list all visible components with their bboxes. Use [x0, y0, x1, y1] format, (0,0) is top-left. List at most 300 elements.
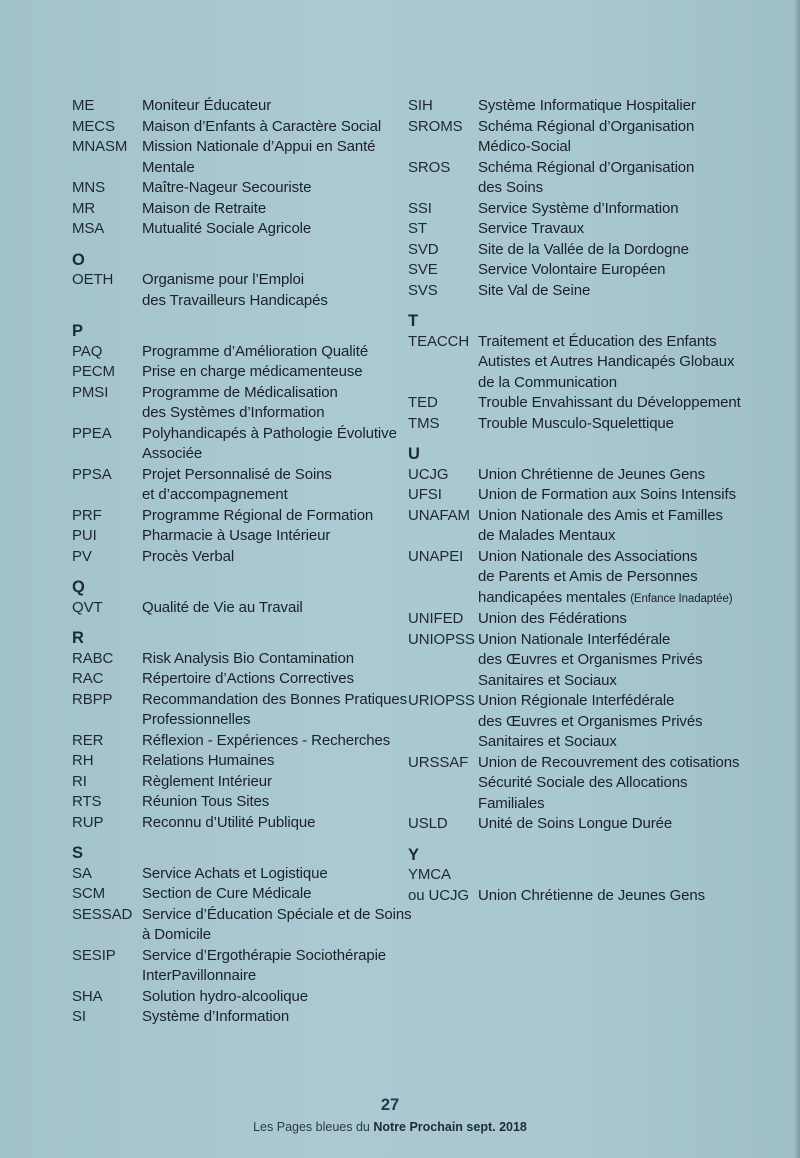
acronym: SVS — [408, 281, 438, 299]
definition-text: Programme Régional de Formation — [142, 506, 374, 524]
right-column — [408, 96, 793, 906]
definition — [478, 886, 793, 907]
glossary-entry — [72, 813, 402, 834]
acronym: OETH — [72, 271, 114, 288]
definition — [478, 240, 793, 261]
definition — [142, 987, 402, 1008]
glossary-entry — [408, 240, 793, 261]
definition-line — [142, 598, 402, 619]
glossary-entry — [408, 219, 793, 240]
glossary-entry — [72, 342, 402, 363]
glossary-entry — [408, 609, 793, 630]
glossary-entry — [72, 884, 402, 905]
acronym: ME — [72, 97, 95, 114]
definition — [478, 96, 793, 117]
definition-line — [478, 414, 793, 435]
section-letter: S — [72, 844, 84, 862]
acronym: USLD — [408, 815, 448, 832]
acronym: TED — [408, 394, 438, 411]
definition-text: Trouble Envahissant du Développement — [478, 394, 741, 411]
definition-text: Unité de Soins Longue Durée — [478, 815, 673, 832]
definition-line — [142, 424, 402, 445]
definition — [142, 96, 402, 117]
definition-text: Polyhandicapés à Pathologie Évolutive — [142, 424, 397, 442]
glossary-entry — [72, 96, 402, 117]
acronym: UNAFAM — [408, 506, 470, 524]
acronym: MSA — [72, 220, 105, 237]
definition-text: Programme d’Amélioration Qualité — [142, 342, 369, 360]
acronym: RAC — [72, 670, 104, 687]
definition — [142, 178, 402, 199]
acronym: SSI — [408, 199, 432, 217]
acronym: MNASM — [72, 138, 128, 155]
glossary-entry — [72, 731, 402, 752]
definition-text: Service d’Ergothérapie Sociothérapie — [142, 946, 387, 964]
acronym: ou UCJG — [408, 886, 469, 904]
glossary-entry — [72, 987, 402, 1008]
definition-text: Service Achats et Logistique — [142, 864, 328, 882]
acronym: PMSI — [72, 383, 109, 401]
definition-line — [478, 773, 793, 794]
definition-line — [478, 373, 793, 394]
definition-text: Site de la Vallée de la Dordogne — [478, 240, 689, 258]
definition-line — [142, 485, 402, 506]
definition-line — [478, 671, 793, 692]
definition-text: Règlement Intérieur — [142, 772, 272, 790]
definition-text: Mutualité Sociale Agricole — [142, 220, 312, 237]
acronym: SCM — [72, 885, 106, 902]
glossary-entry — [72, 905, 412, 946]
definition-line — [142, 506, 402, 527]
definition-line — [142, 444, 402, 465]
definition-text: Union Régionale Interfédérale — [478, 692, 675, 709]
glossary-entry — [408, 199, 793, 220]
glossary-section — [72, 567, 402, 618]
definition-text: Moniteur Éducateur — [142, 97, 272, 114]
definition-line — [142, 291, 402, 312]
definition-text: InterPavillonnaire — [142, 967, 257, 984]
definition — [478, 506, 793, 547]
definition-text: Réflexion - Expériences - Recherches — [142, 731, 391, 749]
definition-text: Pharmacie à Usage Intérieur — [142, 527, 331, 544]
definition-text: Union des Fédérations — [478, 610, 627, 627]
definition-line — [142, 547, 402, 568]
definition-line — [142, 813, 402, 834]
glossary-entry — [72, 117, 402, 138]
definition — [142, 137, 402, 178]
definition-line — [142, 117, 402, 138]
definition-line — [142, 690, 407, 711]
glossary-entry — [72, 362, 402, 383]
definition-text: Section de Cure Médicale — [142, 885, 312, 902]
glossary-entry — [408, 630, 793, 692]
definition-text: Service d’Éducation Spéciale et de Soins — [142, 905, 412, 923]
definition — [142, 526, 402, 547]
definition-text: et d’accompagnement — [142, 486, 288, 503]
definition — [142, 946, 402, 987]
definition — [142, 117, 402, 138]
definition — [142, 905, 412, 946]
glossary-entry — [408, 332, 793, 394]
definition-line — [478, 240, 793, 261]
acronym: UNIOPSS — [408, 630, 475, 648]
acronym: RH — [72, 752, 94, 769]
definition-text: Union Nationale Interfédérale — [478, 630, 671, 648]
definition-line — [142, 710, 407, 731]
definition-text: Programme de Médicalisation — [142, 383, 338, 401]
definition-text: des Travailleurs Handicapés — [142, 291, 328, 309]
definition — [142, 669, 402, 690]
definition-line — [478, 547, 793, 568]
definition-line — [142, 526, 402, 547]
glossary-entry — [72, 792, 402, 813]
definition-text: Union Nationale des Amis et Familles — [478, 506, 723, 524]
acronym: RI — [72, 772, 87, 790]
glossary-section — [408, 301, 793, 434]
glossary-entry — [408, 753, 793, 815]
acronym: MR — [72, 199, 96, 217]
acronym: SVD — [408, 240, 439, 258]
definition — [142, 649, 402, 670]
glossary-entry — [72, 199, 402, 220]
definition-line — [142, 925, 412, 946]
definition-line — [142, 465, 402, 486]
glossary-entry — [72, 383, 402, 424]
glossary-section — [408, 96, 793, 301]
glossary-entry — [408, 547, 793, 610]
publication-name: Notre Prochain sept. 2018 — [373, 1120, 527, 1134]
section-letter: U — [408, 445, 420, 463]
definition-text: Professionnelles — [142, 711, 251, 728]
definition-line — [478, 712, 793, 733]
definition-line — [142, 884, 402, 905]
definition-line — [478, 630, 793, 651]
acronym: PPSA — [72, 465, 112, 483]
definition — [478, 547, 793, 610]
definition-line — [142, 96, 402, 117]
definition — [478, 485, 793, 506]
definition-text: Système Informatique Hospitalier — [478, 97, 696, 114]
glossary-entry — [72, 598, 402, 619]
definition-text: Traitement et Éducation des Enfants — [478, 332, 717, 350]
glossary-entry — [408, 158, 793, 199]
acronym: SVE — [408, 261, 438, 278]
definition — [142, 547, 402, 568]
acronym: ST — [408, 220, 427, 237]
definition-text: Sanitaires et Sociaux — [478, 671, 617, 689]
definition-line — [142, 649, 402, 670]
definition-text: Union Chrétienne de Jeunes Gens — [478, 886, 706, 904]
glossary-entry — [408, 96, 793, 117]
definition-text: Familiales — [478, 794, 545, 812]
glossary-entry — [408, 865, 793, 886]
definition — [142, 598, 402, 619]
definition-line — [478, 814, 793, 835]
acronym: RUP — [72, 813, 104, 831]
definition-line — [142, 751, 402, 772]
definition — [478, 414, 793, 435]
definition-text: Répertoire d’Actions Correctives — [142, 670, 354, 687]
glossary-entry — [408, 393, 793, 414]
acronym: UFSI — [408, 486, 442, 503]
definition-text: Réunion Tous Sites — [142, 793, 270, 810]
glossary-entry — [72, 526, 402, 547]
definition-text: Qualité de Vie au Travail — [142, 598, 303, 616]
definition-line — [478, 393, 793, 414]
definition-line — [142, 342, 402, 363]
acronym: PAQ — [72, 342, 103, 360]
definition-text: Union de Recouvrement des cotisations — [478, 753, 740, 771]
glossary-entry — [408, 485, 793, 506]
definition-line — [142, 158, 402, 179]
glossary-entry — [72, 690, 407, 731]
acronym: SESIP — [72, 946, 116, 964]
acronym: URSSAF — [408, 753, 469, 771]
definition-text: des Soins — [478, 179, 543, 196]
definition-text: des Systèmes d’Information — [142, 404, 325, 421]
acronym: MNS — [72, 179, 106, 196]
definition-line — [142, 987, 402, 1008]
glossary-section — [408, 434, 793, 835]
page-edge-shadow — [794, 0, 800, 1158]
definition-line — [478, 526, 793, 547]
definition — [478, 865, 793, 886]
definition-line — [142, 966, 402, 987]
definition-line — [478, 485, 793, 506]
glossary-entry — [72, 1007, 402, 1028]
definition-line — [478, 199, 793, 220]
definition-text: Service Volontaire Européen — [478, 261, 666, 278]
definition-line — [142, 178, 402, 199]
definition-line — [478, 886, 793, 907]
definition-text: Maison de Retraite — [142, 199, 267, 217]
section-letter: T — [408, 312, 419, 330]
definition-line — [142, 772, 402, 793]
glossary-entry — [408, 414, 793, 435]
glossary-entry — [408, 814, 793, 835]
definition-line — [478, 650, 793, 671]
acronym: RABC — [72, 649, 114, 667]
definition — [142, 270, 402, 311]
definition-line — [142, 669, 402, 690]
definition-text: Service Travaux — [478, 220, 585, 237]
definition-line — [142, 946, 402, 967]
page-number: 27 — [380, 1096, 400, 1114]
definition-line — [142, 905, 412, 926]
acronym: UNAPEI — [408, 547, 464, 565]
acronym: TEACCH — [408, 332, 470, 350]
definition-text: Mentale — [142, 158, 195, 176]
definition-line — [142, 219, 402, 240]
definition-text: de Malades Mentaux — [478, 527, 616, 544]
acronym: RBPP — [72, 690, 113, 708]
acronym: RER — [72, 731, 104, 749]
definition-line — [478, 465, 793, 486]
definition-line — [142, 137, 402, 158]
definition — [478, 753, 793, 815]
definition — [142, 884, 402, 905]
glossary-entry — [72, 669, 402, 690]
section-letter: O — [72, 250, 85, 269]
definition-text: Prise en charge médicamenteuse — [142, 363, 363, 380]
acronym: UNIFED — [408, 610, 464, 627]
definition-line — [478, 865, 793, 886]
glossary-entry — [72, 137, 402, 178]
glossary-section — [72, 240, 402, 312]
definition — [478, 332, 793, 394]
acronym: QVT — [72, 598, 103, 616]
definition — [142, 465, 402, 506]
definition-line — [142, 270, 402, 291]
glossary-entry — [408, 886, 793, 907]
definition-text: des Œuvres et Organismes Privés — [478, 712, 703, 730]
definition — [142, 362, 402, 383]
definition-text: Trouble Musculo-Squelettique — [478, 414, 674, 432]
acronym: SIH — [408, 97, 433, 114]
definition-text: Union Chrétienne de Jeunes Gens — [478, 465, 706, 483]
acronym: PRF — [72, 506, 102, 524]
definition — [478, 260, 793, 281]
glossary-entry — [408, 506, 793, 547]
definition-text: à Domicile — [142, 926, 212, 943]
glossary-section — [72, 618, 407, 833]
acronym: SA — [72, 864, 92, 882]
definition — [142, 342, 402, 363]
glossary-entry — [72, 270, 402, 311]
definition-text: Service Système d’Information — [478, 199, 679, 217]
glossary-entry — [72, 465, 402, 506]
definition-note: (Enfance Inadaptée) — [630, 592, 733, 605]
definition-line — [478, 281, 793, 302]
definition-text: de Parents et Amis de Personnes — [478, 568, 698, 585]
definition — [478, 158, 793, 199]
glossary-section — [408, 835, 793, 907]
definition-text: Schéma Régional d’Organisation — [478, 158, 695, 176]
definition-line — [478, 178, 793, 199]
definition-text: Union de Formation aux Soins Intensifs — [478, 486, 737, 503]
definition-text: Mission Nationale d’Appui en Santé — [142, 138, 376, 155]
definition-line — [142, 362, 402, 383]
definition-text: Système d’Information — [142, 1008, 290, 1025]
definition — [142, 751, 402, 772]
definition-line — [478, 691, 793, 712]
definition-text: Médico-Social — [478, 138, 571, 155]
definition-text: Sécurité Sociale des Allocations — [478, 774, 688, 791]
definition-line — [478, 117, 793, 138]
definition-text: Maison d’Enfants à Caractère Social — [142, 117, 382, 135]
acronym: SROMS — [408, 117, 463, 135]
definition-line — [142, 403, 402, 424]
glossary-entry — [72, 424, 402, 465]
definition — [142, 813, 402, 834]
definition-line — [478, 609, 793, 630]
acronym: MECS — [72, 117, 115, 135]
definition-text: Projet Personnalisé de Soins — [142, 465, 332, 483]
publication-prefix: Les Pages bleues du — [253, 1120, 374, 1134]
glossary-section — [72, 96, 402, 240]
definition — [142, 506, 402, 527]
definition-line — [478, 96, 793, 117]
definition — [142, 792, 402, 813]
glossary-section — [72, 833, 412, 1028]
definition-line — [142, 1007, 402, 1028]
acronym: SHA — [72, 987, 103, 1005]
glossary-entry — [72, 178, 402, 199]
glossary-entry — [72, 946, 402, 987]
definition — [478, 393, 793, 414]
acronym: YMCA — [408, 866, 451, 883]
definition — [478, 691, 793, 753]
definition-text: Procès Verbal — [142, 547, 235, 565]
glossary-entry — [408, 465, 793, 486]
definition — [478, 465, 793, 486]
definition-line — [142, 731, 402, 752]
glossary-entry — [408, 117, 793, 158]
definition — [478, 281, 793, 302]
definition-line — [478, 506, 793, 527]
definition-line — [142, 383, 402, 404]
definition-text: Sanitaires et Sociaux — [478, 733, 617, 750]
acronym: SROS — [408, 158, 451, 176]
definition — [478, 219, 793, 240]
publication-footer — [0, 1120, 780, 1134]
definition — [142, 731, 402, 752]
definition-text: Associée — [142, 445, 203, 462]
definition — [478, 814, 793, 835]
definition — [478, 117, 793, 158]
definition-text: Union Nationale des Associations — [478, 547, 698, 565]
definition-text: Schéma Régional d’Organisation — [478, 117, 695, 135]
glossary-entry — [72, 772, 402, 793]
definition-text: Organisme pour l’Emploi — [142, 271, 304, 288]
glossary-section — [72, 311, 402, 567]
section-letter: R — [72, 629, 84, 647]
definition-text: Autistes et Autres Handicapés Globaux — [478, 353, 735, 370]
definition-line — [478, 567, 793, 588]
glossary-entry — [72, 649, 402, 670]
definition — [142, 199, 402, 220]
definition-text: des Œuvres et Organismes Privés — [478, 651, 703, 668]
acronym: PPEA — [72, 424, 112, 442]
acronym: TMS — [408, 414, 440, 432]
definition-text: handicapées mentales — [478, 588, 627, 606]
glossary-entry — [72, 864, 402, 885]
acronym: PUI — [72, 527, 97, 544]
definition — [142, 772, 402, 793]
definition — [478, 199, 793, 220]
definition-text: Reconnu d’Utilité Publique — [142, 813, 316, 831]
definition-text: Recommandation des Bonnes Pratiques — [142, 690, 407, 708]
definition-line — [478, 260, 793, 281]
left-column — [72, 96, 412, 1028]
definition-line — [142, 792, 402, 813]
definition-line — [478, 753, 793, 774]
definition-line — [478, 158, 793, 179]
glossary-entry — [72, 219, 402, 240]
definition-line — [478, 332, 793, 353]
definition-text: de la Communication — [478, 373, 618, 391]
definition-line — [142, 199, 402, 220]
definition-line — [478, 137, 793, 158]
definition-text: Maître-Nageur Secouriste — [142, 179, 312, 196]
glossary-entry — [72, 547, 402, 568]
glossary-entry — [408, 691, 793, 753]
acronym: PV — [72, 547, 92, 565]
definition-text: Site Val de Seine — [478, 281, 591, 299]
glossary-entry — [72, 751, 402, 772]
definition — [142, 864, 402, 885]
glossary-entry — [72, 506, 402, 527]
